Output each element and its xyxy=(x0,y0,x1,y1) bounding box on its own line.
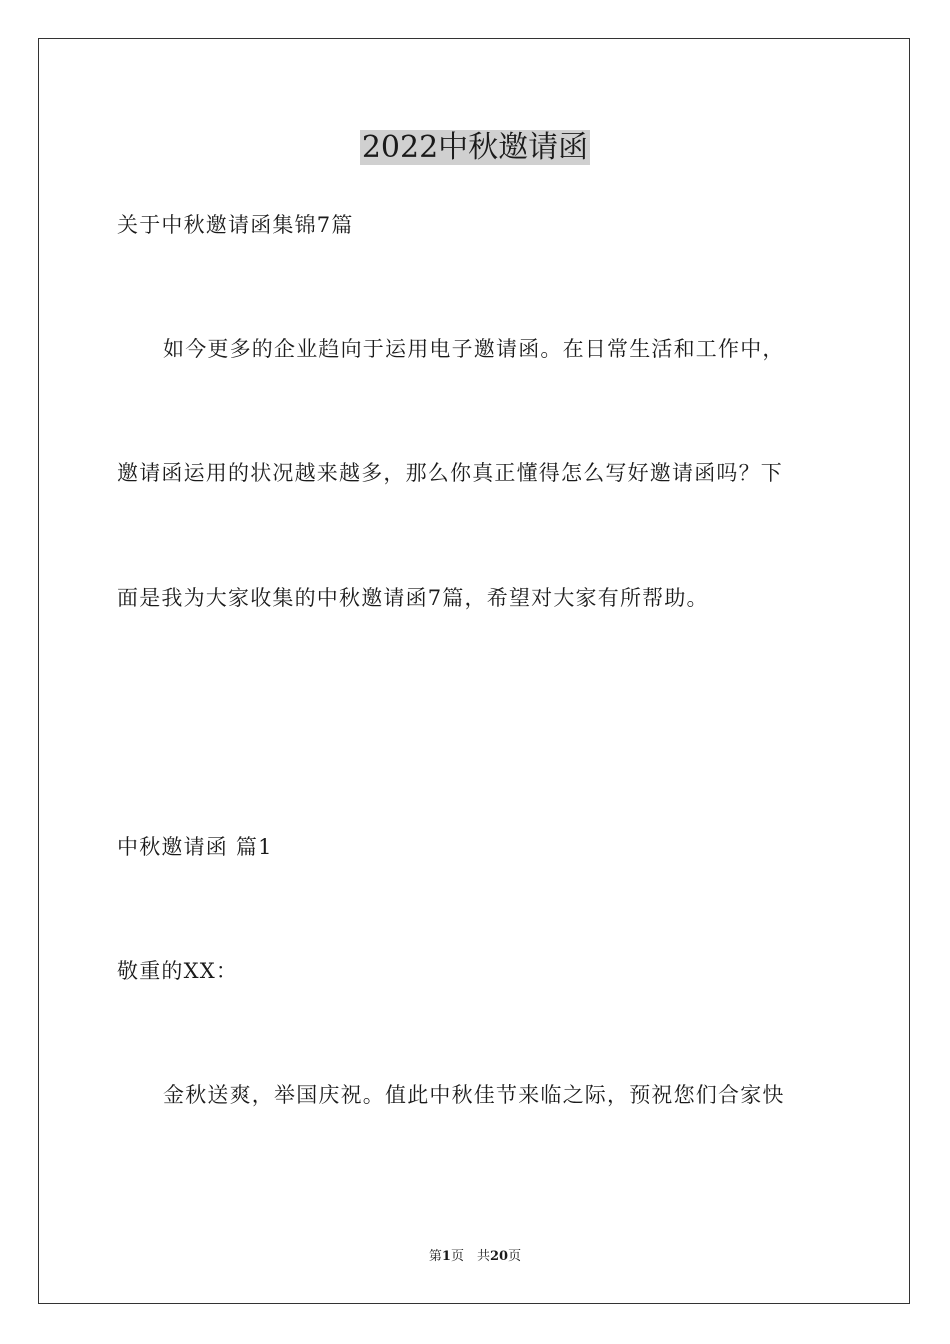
paragraph-line-3: 面是我为大家收集的中秋邀请函7篇，希望对大家有所帮助。 xyxy=(117,586,709,610)
salutation: 敬重的XX： xyxy=(117,959,239,983)
footer-total-pages: 20 xyxy=(489,1249,509,1264)
document-title xyxy=(0,128,950,168)
paragraph-line-1: 如今更多的企业趋向于运用电子邀请函。在日常生活和工作中， xyxy=(163,337,785,361)
body-line-1: 金秋送爽，举国庆祝。值此中秋佳节来临之际，预祝您们合家快 xyxy=(163,1083,785,1107)
document-subtitle: 关于中秋邀请函集锦7篇 xyxy=(117,213,354,237)
page-footer xyxy=(0,1248,950,1266)
footer-current-page: 1 xyxy=(441,1249,451,1264)
footer-prefix: 第 xyxy=(428,1249,442,1264)
paragraph-line-2: 邀请函运用的状况越来越多，那么你真正懂得怎么写好邀请函吗？下 xyxy=(117,461,783,485)
footer-mid: 页 共 xyxy=(450,1249,490,1264)
section-heading: 中秋邀请函 篇1 xyxy=(117,835,273,859)
footer-suffix: 页 xyxy=(508,1249,522,1264)
document-title-text: 2022中秋邀请函 xyxy=(361,130,589,165)
